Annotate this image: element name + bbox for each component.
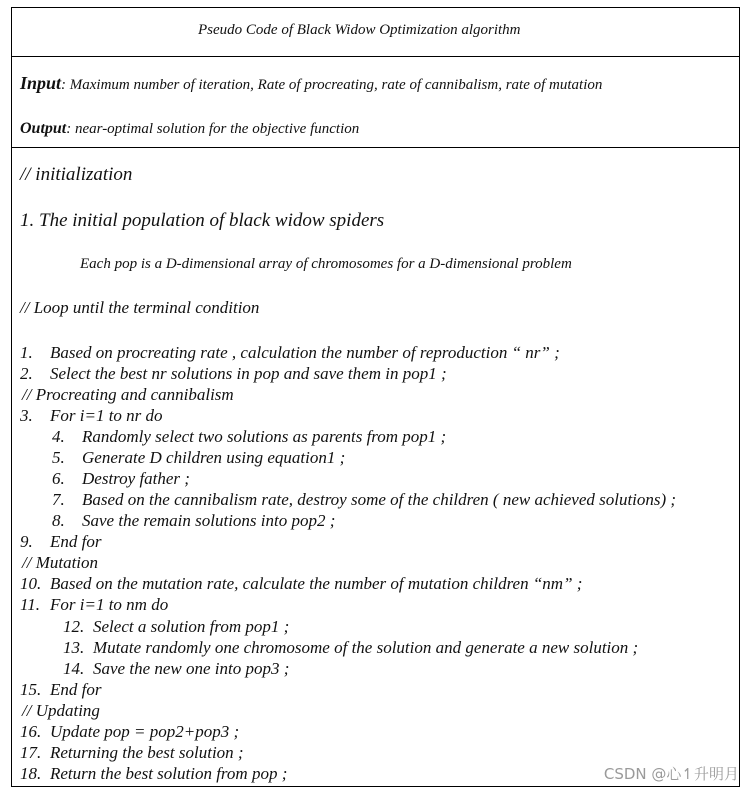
step-text: Update pop = pop2+pop3 ; — [50, 722, 240, 741]
step-text: Mutate randomly one chromosome of the solution and generate a new solution ; — [93, 638, 639, 657]
step-text: Save the remain solutions into pop2 ; — [82, 511, 336, 530]
step-text: Select a solution from pop1 ; — [93, 617, 290, 636]
step-number: 14. — [63, 659, 85, 678]
step-text: End for — [50, 532, 102, 551]
comment-procreating: // Procreating and cannibalism — [22, 385, 234, 404]
step-row — [20, 532, 101, 552]
input-line — [20, 73, 602, 94]
comment-loop: // Loop until the terminal condition — [20, 298, 260, 317]
step-number: 17. — [20, 743, 42, 762]
step-row — [20, 364, 447, 384]
step-text: Return the best solution from pop ; — [50, 764, 288, 783]
step-row — [20, 406, 163, 426]
step-number: 15. — [20, 680, 42, 699]
input-label: Input — [20, 73, 62, 93]
step-row — [63, 617, 289, 637]
step-number: 4. — [52, 427, 65, 446]
step-number: 9. — [20, 532, 33, 551]
step-text: For i=1 to nm do — [50, 595, 169, 614]
init-step: 1. The initial population of black widow spiders — [20, 210, 385, 231]
step-row — [20, 743, 244, 763]
comment-updating: // Updating — [22, 701, 100, 720]
step-text: For i=1 to nr do — [50, 406, 163, 425]
step-row — [20, 764, 287, 784]
step-text: Select the best nr solutions in pop and save them in pop1 ; — [50, 364, 447, 383]
step-text: Returning the best solution ; — [50, 743, 244, 762]
step-text: End for — [50, 680, 102, 699]
step-text: Randomly select two solutions as parents from pop1 ; — [82, 427, 447, 446]
step-text: Based on the mutation rate, calculate the number of mutation children “nm” ; — [50, 574, 583, 593]
step-number: 2. — [20, 364, 33, 383]
step-row — [63, 659, 289, 679]
step-row — [52, 490, 676, 510]
step-row — [63, 638, 638, 658]
step-row — [52, 427, 446, 447]
step-number: 10. — [20, 574, 42, 593]
comment-initialization: // initialization — [20, 164, 133, 185]
step-row — [52, 511, 335, 531]
step-row — [20, 595, 168, 615]
algorithm-title: Pseudo Code of Black Widow Optimization algorithm — [198, 22, 521, 38]
step-row — [52, 469, 190, 489]
step-number: 13. — [63, 638, 85, 657]
step-text: Generate D children using equation1 ; — [82, 448, 346, 467]
step-number: 11. — [20, 595, 40, 614]
init-note: Each pop is a D-dimensional array of chromosomes for a D-dimensional problem — [80, 256, 572, 272]
output-line — [20, 120, 359, 138]
step-number: 8. — [52, 511, 65, 530]
step-number: 7. — [52, 490, 65, 509]
step-row — [20, 722, 239, 742]
input-text: : Maximum number of iteration, Rate of procreating, rate of cannibalism, rate of mutation — [61, 77, 603, 93]
step-row — [20, 343, 560, 363]
step-text: Save the new one into pop3 ; — [93, 659, 290, 678]
output-label: Output — [20, 120, 67, 137]
step-number: 18. — [20, 764, 42, 783]
comment-mutation: // Mutation — [22, 553, 99, 572]
watermark: CSDN @心↿升明月 — [603, 765, 739, 783]
step-number: 5. — [52, 448, 65, 467]
step-number: 1. — [20, 343, 33, 362]
step-number: 3. — [20, 406, 33, 425]
step-number: 12. — [63, 617, 85, 636]
step-text: Destroy father ; — [82, 469, 190, 488]
step-row — [20, 680, 101, 700]
step-text: Based on procreating rate , calculation the number of reproduction “ nr” ; — [50, 343, 560, 362]
step-row — [52, 448, 345, 468]
step-number: 16. — [20, 722, 42, 741]
output-text: : near-optimal solution for the objective function — [66, 121, 360, 137]
step-text: Based on the cannibalism rate, destroy some of the children ( new achieved solutions) ; — [82, 490, 677, 509]
step-row — [20, 574, 582, 594]
step-number: 6. — [52, 469, 65, 488]
